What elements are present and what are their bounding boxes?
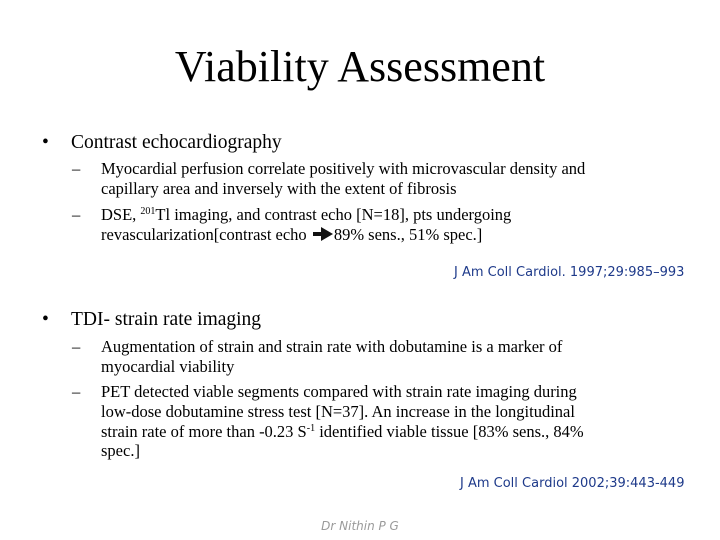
sub-bullet-text — [101, 205, 671, 245]
superscript: -1 — [306, 422, 316, 434]
text-segment: identified viable tissue [83% sens., 84% — [315, 421, 584, 441]
text-line: Augmentation of strain and strain rate with dobutamine is a marker of — [101, 337, 563, 356]
text-line: PET detected viable segments compared with strain rate imaging during — [101, 382, 577, 401]
sub-bullet-text — [101, 337, 671, 377]
citation-jacc-1997: J Am Coll Cardiol. 1997;29:985–993 — [454, 265, 685, 280]
text-line — [101, 422, 671, 442]
footer-author: Dr Nithin P G — [321, 519, 399, 533]
text-line: myocardial viability — [101, 356, 235, 376]
bullet-glyph: • — [42, 132, 49, 153]
dash-glyph: – — [72, 337, 81, 356]
bullet-glyph: • — [42, 309, 49, 330]
text-line: Myocardial perfusion correlate positively with microvascular density and — [101, 159, 586, 178]
text-segment: revascularization[contrast echo — [101, 224, 311, 244]
text-segment: 89% sens., 51% spec.] — [333, 224, 483, 244]
bullet-heading: Contrast echocardiography — [71, 132, 282, 153]
sub-bullet-text — [101, 382, 671, 461]
sub-bullet-text — [101, 159, 671, 199]
text-line: spec.] — [101, 441, 140, 461]
dash-glyph: – — [72, 205, 81, 224]
text-line: low-dose dobutamine stress test [N=37]. An increase in the longitudinal — [101, 401, 575, 421]
arrow-right-icon — [313, 227, 333, 241]
slide-title: Viability Assessment — [174, 42, 546, 91]
superscript: 201 — [140, 206, 156, 217]
dash-glyph: – — [72, 382, 81, 401]
bullet-heading: TDI- strain rate imaging — [71, 309, 262, 330]
text-line — [101, 205, 671, 225]
text-segment: strain rate of more than -0.23 S — [101, 421, 307, 441]
citation-jacc-2002: J Am Coll Cardiol 2002;39:443-449 — [460, 476, 685, 491]
dash-glyph: – — [72, 159, 81, 178]
text-segment: Tl imaging, and contrast echo [N=18], pts undergoing — [155, 205, 512, 224]
text-line: capillary area and inversely with the extent of fibrosis — [101, 178, 457, 198]
text-line — [101, 225, 671, 245]
text-segment: DSE, — [101, 205, 141, 224]
